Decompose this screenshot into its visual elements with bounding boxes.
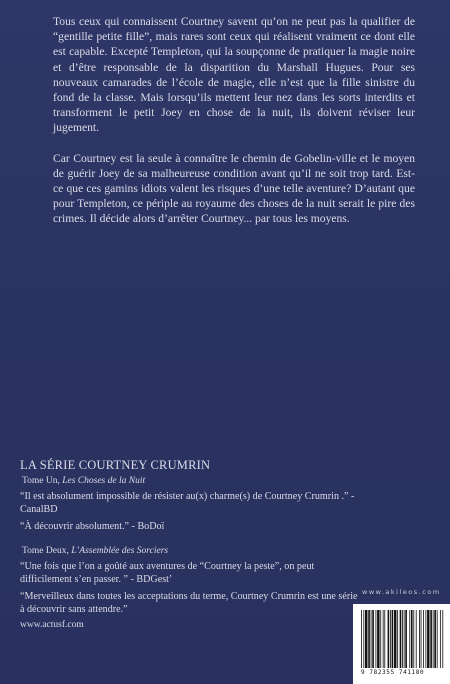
barcode-bar: [421, 610, 422, 668]
barcode-bar: [383, 610, 384, 668]
barcode-bar: [363, 610, 364, 668]
volume-1-heading: [22, 476, 360, 486]
barcode-bar: [434, 610, 436, 668]
barcode-bar: [371, 610, 372, 668]
barcode-bar: [394, 610, 396, 668]
volume-1-quote-1: “Il est absolument impossible de résister au(x) charme(s) de Courtney Crumrin .” - CanalBD: [20, 491, 355, 516]
barcode-label: [353, 604, 450, 684]
synopsis-paragraph-2: Car Courtney est la seule à connaître le chemin de Gobelin-ville et le moyen de guérir Joey de sa malheureuse condition avant qu’il ne soit trop tard. Est-ce que ces gamins idiots valent les risques d’une telle aventure? D’autant que pour Templeton, ce périple au royaume des choses de la nuit serait le pire des crimes. Il décide alors d’arrêter Courtney... par tous les moyens.: [53, 151, 415, 226]
barcode-bar: [405, 610, 407, 668]
volume-2-heading: [22, 546, 360, 556]
barcode-bar: [372, 610, 374, 668]
barcode-bar: [416, 610, 417, 668]
barcode-bar: [388, 610, 390, 668]
volume-1-name: Les Choses de la Nuit: [62, 476, 146, 486]
barcode-bar: [397, 610, 398, 668]
barcode-bar: [361, 610, 362, 668]
barcode-bar: [427, 610, 429, 668]
barcode-bar: [404, 610, 405, 668]
barcode-bar: [392, 610, 394, 668]
barcode-bar: [430, 610, 432, 668]
barcode-bar: [365, 610, 367, 668]
barcode-bar: [442, 610, 443, 668]
barcode-bar: [409, 610, 410, 668]
barcode-bar: [376, 610, 377, 668]
barcode-bar: [402, 610, 403, 668]
volume-1-quote-2: “À découvrir absolument.” - BoDoï: [20, 521, 165, 533]
barcode-bar: [437, 610, 438, 668]
synopsis-paragraph-1: Tous ceux qui connaissent Courtney savent qu’on ne peut pas la qualifier de “gentille petite fille”, mais rares sont ceux qui réalisent vraiment ce dont elle est capable. Excepté Templeton, qui la soupçonne de pratiquer la magie noire et d’être responsable de la disparition du Marshall Hugues. Pour ses nouveaux camarades de l’école de magie, elle n’est que la fille sinistre du fond de la classe. Mais lorsqu’ils mettent leur nez dans les sorts interdits et transforment le petit Joey en chose de la nuit, ils doivent réviser leur jugement.: [53, 15, 415, 135]
barcode-bar: [368, 610, 370, 668]
barcode-bar: [384, 610, 385, 668]
publisher-url: www.akileos.com: [362, 588, 441, 596]
barcode-bar: [423, 610, 424, 668]
barcode-bar: [377, 610, 379, 668]
series-title: LA SÉRIE COURTNEY CRUMRIN: [20, 458, 211, 472]
barcode-digits: 9 782355 741180: [361, 669, 425, 676]
barcode-bar: [413, 610, 414, 668]
volume-2-quote-2: “Merveilleux dans toutes les acceptations du terme, Courtney Crumrin est une série à découvrir sans attendre.”: [20, 591, 358, 616]
barcode-bar: [400, 610, 402, 668]
volume-1-prefix: Tome Un,: [22, 476, 63, 486]
barcode-bar: [425, 610, 426, 668]
barcode-icon: [361, 610, 444, 668]
series-section: [20, 458, 360, 630]
barcode-bar: [390, 610, 391, 668]
barcode-bar: [433, 610, 434, 668]
synopsis: [53, 14, 415, 242]
barcode-bar: [419, 610, 420, 668]
volume-2-name: L’Assemblée des Sorciers: [71, 545, 169, 556]
barcode-bar: [440, 610, 441, 668]
review-site-url: www.actusf.com: [20, 620, 84, 631]
volume-2-quote-1: “Une fois que l’on a goûté aux aventures de “Courtney la peste”, on peut difficilement s’en passer. ” - BDGest’: [20, 560, 315, 585]
barcode-bar: [411, 610, 413, 668]
volume-2-prefix: Tome Deux,: [22, 545, 72, 556]
barcode-bar: [380, 610, 381, 668]
